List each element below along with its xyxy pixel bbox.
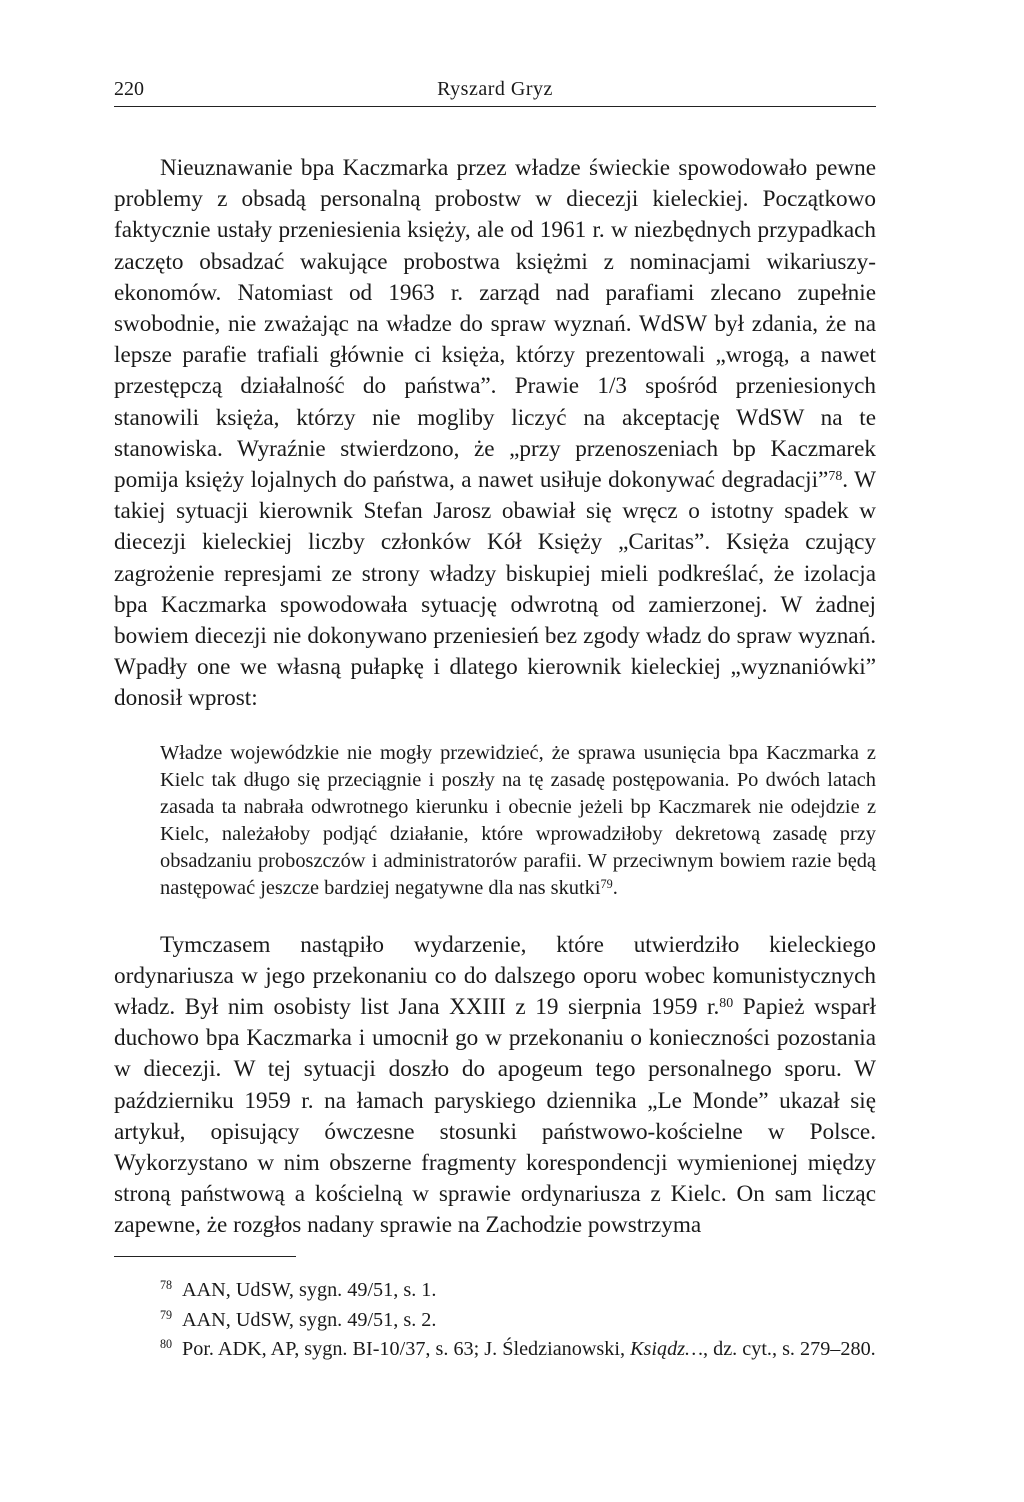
paragraph-1 [114, 153, 876, 715]
paragraph-1-tail: . W takiej sytuacji kierownik Stefan Jarosz obawiał się wręcz o istotny spadek w diecezji kieleckiej liczby członków Kół Księży „Caritas”. Księża czujący zagrożenie represjami ze strony władzy biskupiej mieli podkreślać, że izolacja bpa Kaczmarka spowodowała sytuację odwrotną od zamierzonej. W żadnej bowiem diecezji nie dokonywano przeniesień bez zgody władz do spraw wyznań. Wpadły one we własną pułapkę i dlatego kierownik kieleckiej „wyznaniówki” donosił wprost: [114, 467, 876, 712]
footnote-text: Por. ADK, AP, sygn. BI-10/37, s. 63; J. Śledzianowski, [182, 1338, 631, 1360]
footnote-79 [114, 1306, 876, 1336]
block-quote-text: Władze wojewódzkie nie mogły przewidzieć, że sprawa usunięcia bpa Kaczmarka z Kielc tak długo się przeciągnie i poszły na tę zasadę postępowania. Po dwóch latach zasada ta nabrała odwrotnego kierunku i obecnie jeżeli bp Kaczmarek nie odejdzie z Kielc, należałoby podjąć działanie, które wprowadziłoby dekretową zasadę przy obsadzaniu proboszczów i administratorów parafii. W przeciwnym bowiem razie będą następować jeszcze bardziej negatywne dla nas skutki [160, 741, 876, 899]
paragraph-2-tail: Papież wsparł duchowo bpa Kaczmarka i umocnił go w przekonaniu o konieczności pozostania w diecezji. W tej sytuacji doszło do apogeum tego personalnego sporu. W październiku 1959 r. na łamach paryskiego dziennika „Le Monde” ukazał się artykuł, opisujący ówczesne stosunki państwowo-kościelne w Polsce. Wykorzystano w nim obszerne fragmenty korespondencji wymienionej między stroną państwową a kościelną w sprawie ordynariusza z Kielc. On sam licząc zapewne, że rozgłos nadany sprawie na Zachodzie powstrzyma [114, 994, 876, 1239]
main-text [114, 153, 876, 1242]
footnote-78 [114, 1276, 876, 1306]
block-quote [160, 740, 876, 902]
footnote-number: 78 [160, 1278, 173, 1293]
paragraph-2 [114, 930, 876, 1242]
footnote-ref-80[interactable]: 80 [719, 996, 734, 1012]
page-header [114, 74, 876, 107]
paragraph-1-text: Nieuznawanie bpa Kaczmarka przez władze świeckie spowodowało pewne problemy z obsadą personalną probostw w diecezji kieleckiej. Początkowo faktycznie ustały przeniesienia księży, ale od 1961 r. w niezbędnych przypadkach zaczęto obsadzać wakujące probostwa księżmi z nominacjami wikariuszy-ekonomów. Natomiast od 1963 r. zarząd nad parafiami zlecano zupełnie swobodnie, nie zważając na władze do spraw wyznań. WdSW był zdania, że na lepsze parafie trafiali głównie ci księża, którzy prezentowali „wrogą, a nawet przestępczą działalność do państwa”. Prawie 1/3 spośród przeniesionych stanowili księża, którzy nie mogliby liczyć na akceptację WdSW na te stanowiska. Wyraźnie stwierdzono, że „przy przenoszeniach bp Kaczmarek pomija księży lojalnych do państwa, a nawet usiłuje dokonywać degradacji” [114, 155, 876, 494]
footnote-divider [114, 1256, 296, 1257]
page-number: 220 [114, 78, 144, 100]
footnote-text-after: , dz. cyt., s. 279–280. [703, 1338, 876, 1360]
footnote-ref-78[interactable]: 78 [828, 469, 843, 485]
footnote-text: AAN, UdSW, sygn. 49/51, s. 2. [182, 1308, 437, 1331]
footnote-number: 79 [160, 1307, 173, 1322]
footnote-number: 80 [160, 1337, 173, 1352]
running-head: Ryszard Gryz [437, 78, 553, 100]
block-quote-tail: . [612, 876, 618, 899]
paragraph-2-text: Tymczasem nastąpiło wydarzenie, które utwierdziło kieleckiego ordynariusza w jego przekonaniu co do dalszego oporu wobec komunistycznych władz. Był nim osobisty list Jana XXIII z 19 sierpnia 1959 r. [114, 931, 876, 1021]
footnote-80 [114, 1335, 876, 1365]
footnote-ref-79[interactable]: 79 [600, 876, 613, 891]
footnote-text: AAN, UdSW, sygn. 49/51, s. 1. [182, 1279, 437, 1301]
footnote-cited-title: Ksiądz… [630, 1338, 704, 1360]
footnotes [114, 1276, 876, 1365]
